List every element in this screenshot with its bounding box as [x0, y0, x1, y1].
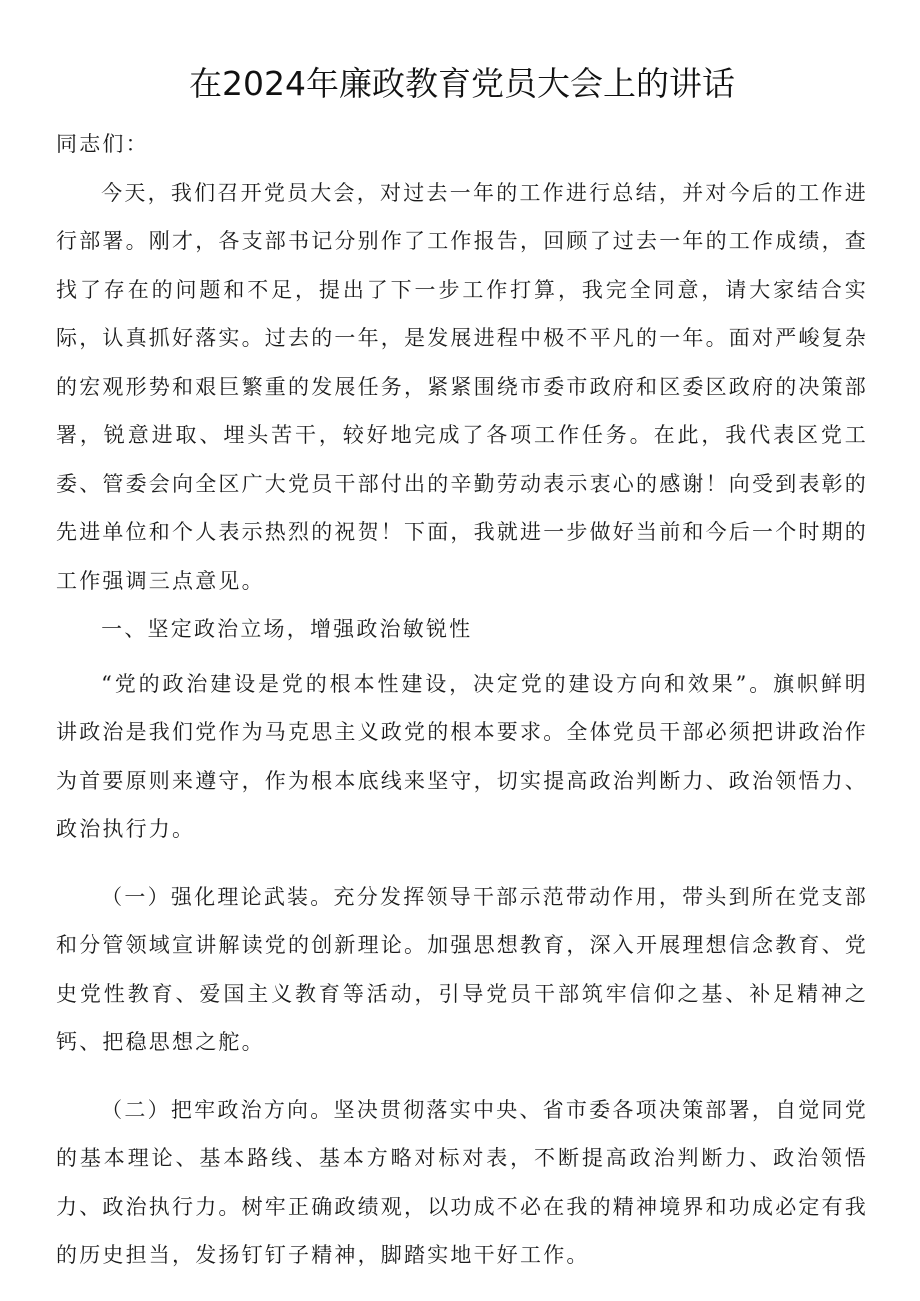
salutation: 同志们： — [56, 132, 149, 156]
paragraph-intro: 今天，我们召开党员大会，对过去一年的工作进行总结，并对今后的工作进行部署。刚才，各支部书记分别作了工作报告，回顾了过去一年的工作成绩，查找了存在的问题和不足，提出了下一步工作打算，我完全同意，请大家结合实际，认真抓好落实。过去的一年，是发展进程中极不平凡的一年。面对严峻复杂的宏观形势和艰巨繁重的发展任务，紧紧围绕市委市政府和区委区政府的决策部署，锐意进取、埋头苦干，较好地完成了各项工作任务。在此，我代表区党工委、管委会向全区广大党员干部付出的辛勤劳动表示衷心的感谢！向受到表彰的先进单位和个人表示热烈的祝贺！下面，我就进一步做好当前和今后一个时期的工作强调三点意见。 — [56, 180, 868, 593]
paragraph-subsection-2: （二）把牢政治方向。坚决贯彻落实中央、省市委各项决策部署，自觉同党的基本理论、基本路线、基本方略对标对表，不断提高政治判断力、政治领悟力、政治执行力。树牢正确政绩观，以功成不必在我的精神境界和功成必定有我的历史担当，发扬钉钉子精神，脚踏实地干好工作。 — [56, 1097, 868, 1267]
paragraph-political-building: “党的政治建设是党的根本性建设，决定党的建设方向和效果”。旗帜鲜明讲政治是我们党作为马克思主义政党的根本要求。全体党员干部必须把讲政治作为首要原则来遵守，作为根本底线来坚守，切实提高政治判断力、政治领悟力、政治执行力。 — [56, 671, 868, 841]
paragraph-subsection-1: （一）强化理论武装。充分发挥领导干部示范带动作用，带头到所在党支部和分管领域宣讲解读党的创新理论。加强思想教育，深入开展理想信念教育、党史党性教育、爱国主义教育等活动，引导党员干部筑牢信仰之基、补足精神之钙、把稳思想之舵。 — [56, 884, 868, 1054]
section-heading-1: 一、坚定政治立场，增强政治敏锐性 — [101, 617, 473, 641]
document-title: 在2024年廉政教育党员大会上的讲话 — [189, 64, 735, 103]
